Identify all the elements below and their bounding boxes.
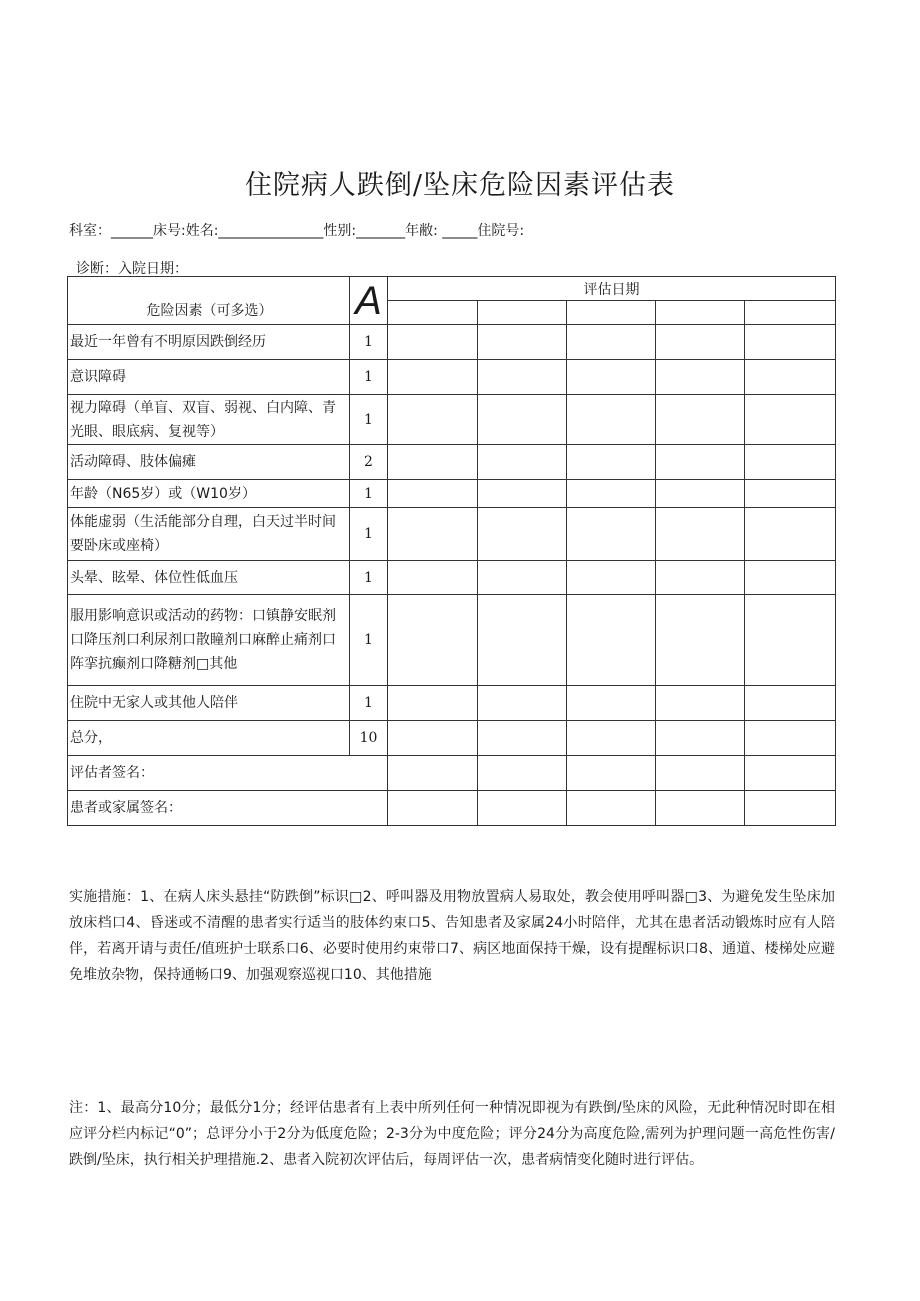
assessment-cell[interactable] bbox=[388, 508, 478, 561]
table-row bbox=[68, 561, 836, 595]
assessment-cell[interactable] bbox=[567, 325, 656, 360]
assessment-cell[interactable] bbox=[478, 561, 567, 595]
assessment-cell[interactable] bbox=[478, 395, 567, 445]
assessment-cell[interactable] bbox=[656, 360, 745, 395]
assessment-cell[interactable] bbox=[388, 721, 478, 756]
signature-cell[interactable] bbox=[745, 791, 836, 826]
scoring-note: 注：1、最高分10分；最低分1分；经评估患者有上表中所列任何一种情况即视为有跌倒/坠床的风险，无此种情况时即在相应评分栏内标记“0”；总评分小于2分为低度危险；2-3分为中度危险；评分24分为高度危险,需列为护理问题一高危性伤害/跌倒/坠床，执行相关护理措施.2、患者入院初次评估后，每周评估一次，患者病情变化随时进行评估。 bbox=[69, 1100, 835, 1168]
assessment-cell[interactable] bbox=[656, 508, 745, 561]
assessment-cell[interactable] bbox=[656, 445, 745, 480]
risk-factor-score: 1 bbox=[350, 561, 388, 595]
date-cell[interactable] bbox=[656, 301, 745, 325]
signature-cell[interactable] bbox=[656, 791, 745, 826]
signature-cell[interactable] bbox=[567, 756, 656, 791]
signature-cell[interactable] bbox=[745, 756, 836, 791]
assessment-cell[interactable] bbox=[388, 325, 478, 360]
signature-cell[interactable] bbox=[478, 756, 567, 791]
assessment-cell[interactable] bbox=[745, 508, 836, 561]
risk-factor-label: 服用影响意识或活动的药物：口镇静安眠剂口降压剂口利尿剂口散瞳剂口麻醉止痛剂口阵挛抗癫剂口降糖剂□其他 bbox=[68, 595, 350, 686]
assessment-cell[interactable] bbox=[478, 325, 567, 360]
assessment-cell[interactable] bbox=[567, 480, 656, 508]
assessment-cell[interactable] bbox=[478, 721, 567, 756]
assessment-cell[interactable] bbox=[567, 721, 656, 756]
risk-factor-score: 1 bbox=[350, 595, 388, 686]
assessment-cell[interactable] bbox=[656, 595, 745, 686]
table-row bbox=[68, 756, 836, 791]
assessment-cell[interactable] bbox=[656, 325, 745, 360]
assessment-cell[interactable] bbox=[656, 395, 745, 445]
total-score-value: 10 bbox=[350, 721, 388, 756]
risk-factor-label: 体能虚弱（生活能部分自理，白天过半时间要卧床或座椅） bbox=[68, 508, 350, 561]
table-row bbox=[68, 686, 836, 721]
total-score-label: 总分， bbox=[68, 721, 350, 756]
assessment-cell[interactable] bbox=[388, 686, 478, 721]
patient-signature-label: 患者或家属签名： bbox=[68, 791, 388, 826]
risk-factor-label: 头晕、眩晕、体位性低血压 bbox=[68, 561, 350, 595]
risk-factor-score: 1 bbox=[350, 325, 388, 360]
assessment-cell[interactable] bbox=[567, 561, 656, 595]
table-row bbox=[68, 595, 836, 686]
assessment-cell[interactable] bbox=[567, 445, 656, 480]
risk-factor-score: 1 bbox=[350, 360, 388, 395]
assessment-cell[interactable] bbox=[745, 561, 836, 595]
assessment-table bbox=[67, 276, 836, 826]
assessment-cell[interactable] bbox=[745, 445, 836, 480]
risk-factor-score: 1 bbox=[350, 480, 388, 508]
assessment-cell[interactable] bbox=[745, 480, 836, 508]
assessment-cell[interactable] bbox=[388, 395, 478, 445]
factor-column-header: 危险因素（可多选） bbox=[68, 277, 350, 325]
risk-factor-label: 年龄（N65岁）或（W10岁） bbox=[68, 480, 350, 508]
assessment-cell[interactable] bbox=[745, 325, 836, 360]
assessment-cell[interactable] bbox=[745, 395, 836, 445]
assessment-cell[interactable] bbox=[478, 595, 567, 686]
table-row bbox=[68, 508, 836, 561]
table-row bbox=[68, 360, 836, 395]
assessment-cell[interactable] bbox=[656, 686, 745, 721]
assessment-cell[interactable] bbox=[656, 721, 745, 756]
assessment-cell[interactable] bbox=[745, 595, 836, 686]
assessment-cell[interactable] bbox=[745, 360, 836, 395]
assessment-cell[interactable] bbox=[567, 360, 656, 395]
assessment-cell[interactable] bbox=[478, 686, 567, 721]
assessment-cell[interactable] bbox=[388, 480, 478, 508]
assessor-signature-label: 评估者签名： bbox=[68, 756, 388, 791]
risk-factor-label: 住院中无家人或其他人陪伴 bbox=[68, 686, 350, 721]
diagnosis-line: 诊断：入院日期： bbox=[76, 261, 188, 277]
risk-factor-label: 视力障碍（单盲、双盲、弱视、白内障、青光眼、眼底病、复视等） bbox=[68, 395, 350, 445]
table-row bbox=[68, 325, 836, 360]
assessment-cell[interactable] bbox=[656, 480, 745, 508]
signature-cell[interactable] bbox=[567, 791, 656, 826]
assessment-cell[interactable] bbox=[478, 480, 567, 508]
date-cell[interactable] bbox=[745, 301, 836, 325]
assessment-date-header: 评估日期 bbox=[388, 277, 836, 301]
risk-factor-label: 意识障碍 bbox=[68, 360, 350, 395]
signature-cell[interactable] bbox=[388, 791, 478, 826]
assessment-cell[interactable] bbox=[745, 686, 836, 721]
assessment-cell[interactable] bbox=[478, 445, 567, 480]
signature-cell[interactable] bbox=[656, 756, 745, 791]
risk-factor-score: 1 bbox=[350, 508, 388, 561]
score-column-header: A bbox=[350, 277, 388, 325]
signature-cell[interactable] bbox=[388, 756, 478, 791]
assessment-cell[interactable] bbox=[567, 395, 656, 445]
risk-factor-score: 1 bbox=[350, 395, 388, 445]
assessment-cell[interactable] bbox=[388, 360, 478, 395]
assessment-cell[interactable] bbox=[388, 445, 478, 480]
assessment-cell[interactable] bbox=[478, 508, 567, 561]
assessment-cell[interactable] bbox=[567, 508, 656, 561]
assessment-cell[interactable] bbox=[567, 595, 656, 686]
assessment-cell[interactable] bbox=[745, 721, 836, 756]
assessment-cell[interactable] bbox=[388, 595, 478, 686]
assessment-cell[interactable] bbox=[567, 686, 656, 721]
implementation-measures: 实施措施：1、在病人床头悬挂“防跌倒”标识□2、呼叫器及用物放置病人易取处，教会使用呼叫器□3、为避免发生坠床加放床档口4、昏迷或不清醒的患者实行适当的肢体约束口5、告知患者及家属24小时陪伴，尤其在患者活动锻炼时应有人陪伴，若离开请与责任/值班护士联系口6、必要时使用约束带口7、病区地面保持干燥，设有提醒标识口8、通道、楼梯处应避免堆放杂物，保持通畅口9、加强观察巡视口10、其他措施 bbox=[69, 889, 835, 983]
assessment-cell[interactable] bbox=[478, 360, 567, 395]
risk-factor-score: 2 bbox=[350, 445, 388, 480]
risk-factor-score: 1 bbox=[350, 686, 388, 721]
risk-factor-label: 活动障碍、肢体偏瘫 bbox=[68, 445, 350, 480]
table-row bbox=[68, 721, 836, 756]
form-title: 住院病人跌倒/坠床危险因素评估表 bbox=[244, 170, 676, 201]
assessment-cell[interactable] bbox=[388, 561, 478, 595]
table-row bbox=[68, 395, 836, 445]
date-cell[interactable] bbox=[567, 301, 656, 325]
assessment-cell[interactable] bbox=[656, 561, 745, 595]
table-row bbox=[68, 480, 836, 508]
date-cell[interactable] bbox=[388, 301, 478, 325]
risk-factor-label: 最近一年曾有不明原因跌倒经历 bbox=[68, 325, 350, 360]
patient-info-line: 科室：______床号:姓名:_______________性别:_______年敝: _____住院号: bbox=[69, 223, 525, 239]
date-cell[interactable] bbox=[478, 301, 567, 325]
table-row bbox=[68, 445, 836, 480]
table-row bbox=[68, 791, 836, 826]
signature-cell[interactable] bbox=[478, 791, 567, 826]
